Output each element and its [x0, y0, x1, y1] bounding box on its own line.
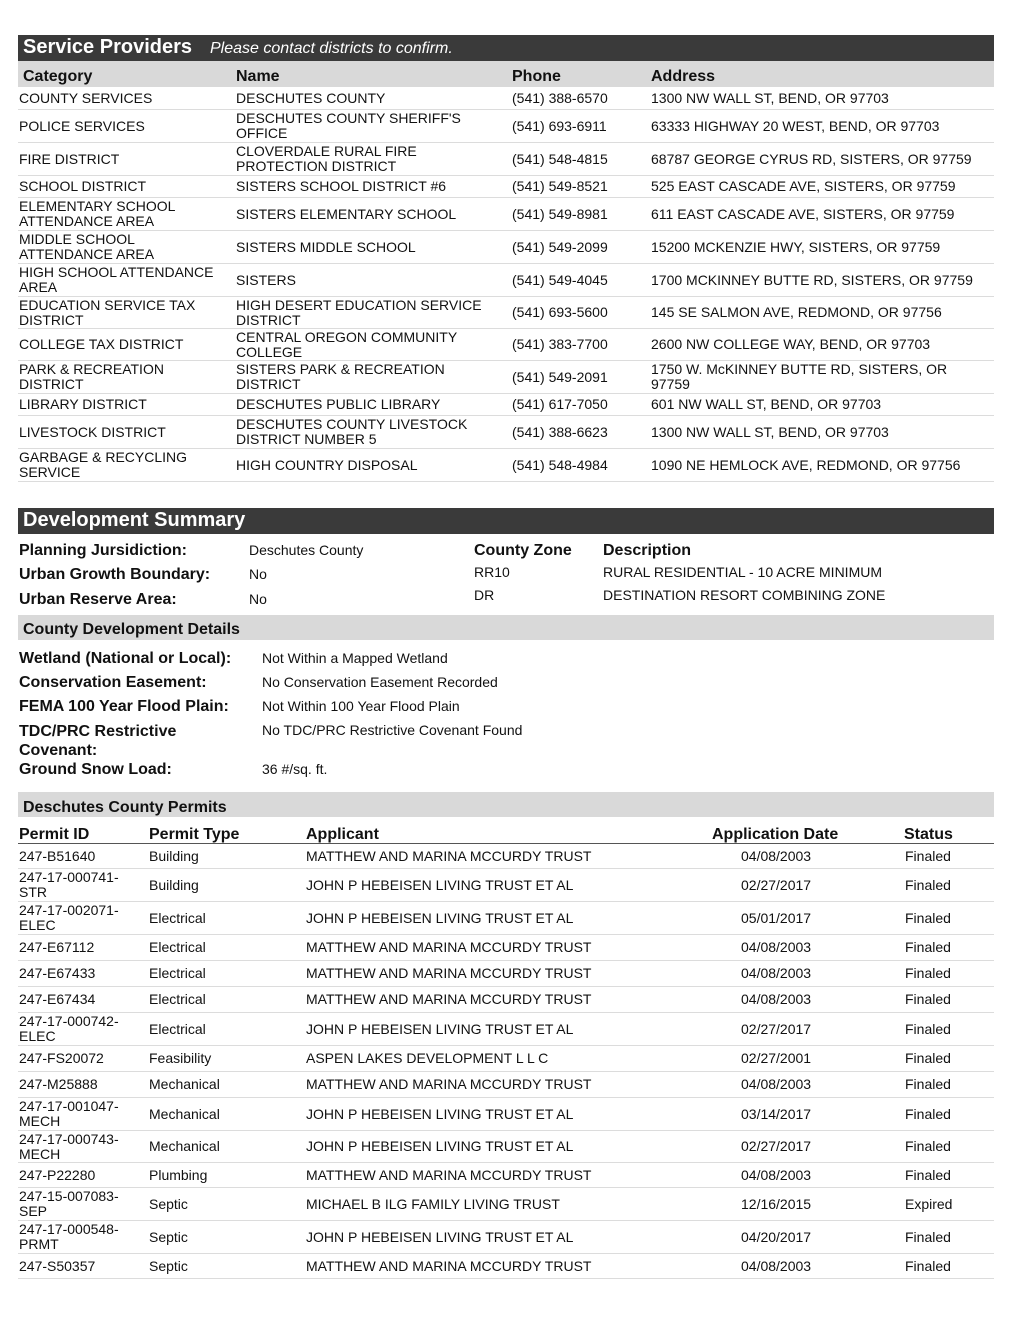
provider-name: HIGH DESERT EDUCATION SERVICE DISTRICT: [236, 296, 482, 328]
permit-row: [18, 1013, 994, 1046]
provider-category: COUNTY SERVICES: [19, 90, 153, 106]
permit-id: 247-B51640: [19, 847, 96, 864]
permit-date: 04/08/2003: [741, 847, 812, 864]
permit-id: 247-15-007083-SEP: [19, 1188, 119, 1219]
provider-name: SISTERS MIDDLE SCHOOL: [236, 238, 416, 255]
permit-status: Finaled: [905, 1105, 951, 1122]
provider-address: 145 SE SALMON AVE, REDMOND, OR 97756: [651, 304, 942, 320]
tdc-prc-covenant-label: TDC/PRC Restrictive Covenant:: [19, 723, 177, 759]
provider-address: 1300 NW WALL ST, BEND, OR 97703: [651, 423, 889, 440]
permit-status: Finaled: [905, 965, 951, 981]
zone-description: DESTINATION RESORT COMBINING ZONE: [603, 587, 886, 603]
provider-address: 1300 NW WALL ST, BEND, OR 97703: [651, 90, 889, 106]
permit-row: [18, 935, 994, 961]
provider-address: 2600 NW COLLEGE WAY, BEND, OR 97703: [651, 336, 931, 352]
provider-category: SCHOOL DISTRICT: [19, 178, 147, 194]
permit-applicant: MATTHEW AND MARINA MCCURDY TRUST: [306, 1166, 592, 1183]
provider-phone: (541) 549-8981: [512, 205, 608, 222]
planning-jurisdiction-value: Deschutes County: [249, 542, 364, 558]
provider-row: [18, 264, 994, 297]
permit-date: 04/08/2003: [741, 939, 812, 955]
permit-type: Mechanical: [149, 1076, 220, 1092]
permit-date: 12/16/2015: [741, 1195, 812, 1212]
provider-category: EDUCATION SERVICE TAX DISTRICT: [19, 296, 196, 328]
permit-type: Electrical: [149, 939, 206, 955]
permit-type: Building: [149, 847, 199, 864]
service-providers-title: Service Providers: [23, 36, 192, 58]
permit-status: Finaled: [905, 1138, 951, 1154]
provider-row: [18, 361, 994, 394]
permit-status: Finaled: [905, 991, 951, 1007]
permit-type: Septic: [149, 1257, 188, 1274]
permit-id: 247-17-000741-STR: [19, 869, 119, 900]
permit-date: 04/08/2003: [741, 1076, 812, 1092]
permit-type: Building: [149, 876, 199, 893]
permit-type: Mechanical: [149, 1138, 220, 1154]
permit-id: 247-17-000548-PRMT: [19, 1221, 119, 1252]
provider-phone: (541) 549-4045: [512, 271, 608, 288]
provider-phone: (541) 548-4984: [512, 456, 608, 473]
provider-phone: (541) 383-7700: [512, 336, 608, 352]
development-summary-banner: [18, 508, 994, 534]
provider-address: 611 EAST CASCADE AVE, SISTERS, OR 97759: [651, 205, 955, 222]
service-providers-note: Please contact districts to confirm.: [210, 40, 453, 57]
permit-type: Electrical: [149, 965, 206, 981]
provider-address: 1090 NE HEMLOCK AVE, REDMOND, OR 97756: [651, 456, 961, 473]
permit-id: 247-E67434: [19, 991, 96, 1007]
provider-address: 15200 MCKENZIE HWY, SISTERS, OR 97759: [651, 238, 941, 255]
county-zone-header: County Zone: [474, 542, 572, 559]
permit-id: 247-17-000742-ELEC: [19, 1013, 119, 1044]
permit-type: Electrical: [149, 991, 206, 1007]
provider-phone: (541) 549-2099: [512, 238, 608, 255]
provider-category: GARBAGE & RECYCLING SERVICE: [19, 449, 188, 480]
provider-row: [18, 329, 994, 361]
permit-row: [18, 1131, 994, 1163]
provider-address: 601 NW WALL ST, BEND, OR 97703: [651, 396, 882, 412]
flood-plain-label: FEMA 100 Year Flood Plain:: [19, 698, 229, 715]
permit-applicant: JOHN P HEBEISEN LIVING TRUST ET AL: [306, 1020, 574, 1037]
permit-status: Expired: [905, 1195, 953, 1212]
wetland-label: Wetland (National or Local):: [19, 650, 232, 667]
provider-category: COLLEGE TAX DISTRICT: [19, 336, 184, 352]
permit-date: 04/20/2017: [741, 1228, 812, 1245]
provider-address: 525 EAST CASCADE AVE, SISTERS, OR 97759: [651, 178, 956, 194]
permit-type: Electrical: [149, 1020, 206, 1037]
permit-type: Electrical: [149, 909, 206, 926]
provider-category: HIGH SCHOOL ATTENDANCE AREA: [19, 264, 214, 295]
provider-row: [18, 176, 994, 198]
permits-title: Deschutes County Permits: [23, 799, 227, 816]
permit-date: 04/08/2003: [741, 991, 812, 1007]
permit-date: 02/27/2017: [741, 1020, 812, 1037]
provider-name: SISTERS SCHOOL DISTRICT #6: [236, 178, 447, 194]
permit-applicant: MATTHEW AND MARINA MCCURDY TRUST: [306, 991, 592, 1007]
provider-phone: (541) 549-8521: [512, 178, 608, 194]
provider-phone: (541) 693-6911: [512, 117, 607, 134]
county-details-header: [18, 615, 994, 640]
permit-date: 03/14/2017: [741, 1105, 812, 1122]
development-summary-title: Development Summary: [23, 509, 246, 531]
provider-category: POLICE SERVICES: [19, 117, 145, 134]
provider-row: [18, 449, 994, 482]
permit-id: 247-FS20072: [19, 1050, 104, 1066]
provider-row: [18, 110, 994, 143]
permit-status: Finaled: [905, 847, 951, 864]
permit-row: [18, 1221, 994, 1254]
zone-description-header: Description: [603, 542, 692, 559]
permit-status: Finaled: [905, 876, 951, 893]
permit-date: 04/08/2003: [741, 1257, 812, 1274]
provider-name: DESCHUTES COUNTY SHERIFF'S OFFICE: [236, 110, 461, 141]
provider-name: SISTERS PARK & RECREATION DISTRICT: [236, 361, 445, 392]
provider-name: SISTERS: [236, 271, 296, 288]
col-header-name: Name: [236, 68, 280, 85]
permit-row: [18, 1046, 994, 1072]
planning-jurisdiction-label: Planning Jursidiction:: [19, 542, 188, 559]
col-header-permit-type: Permit Type: [149, 826, 240, 843]
permit-status: Finaled: [905, 1166, 951, 1183]
permit-date: 05/01/2017: [741, 909, 812, 926]
permit-applicant: JOHN P HEBEISEN LIVING TRUST ET AL: [306, 1228, 574, 1245]
permit-row: [18, 1254, 994, 1279]
provider-phone: (541) 693-5600: [512, 304, 608, 320]
permit-id: 247-E67112: [19, 939, 95, 955]
ground-snow-load-value: 36 #/sq. ft.: [262, 761, 328, 777]
provider-name: DESCHUTES PUBLIC LIBRARY: [236, 396, 441, 412]
provider-name: SISTERS ELEMENTARY SCHOOL: [236, 205, 457, 222]
permit-type: Mechanical: [149, 1105, 220, 1122]
county-details-title: County Development Details: [23, 621, 240, 638]
provider-category: MIDDLE SCHOOL ATTENDANCE AREA: [19, 231, 155, 262]
permit-date: 04/08/2003: [741, 1166, 812, 1183]
permit-id: 247-17-001047-MECH: [19, 1098, 119, 1129]
permit-applicant: MATTHEW AND MARINA MCCURDY TRUST: [306, 1257, 592, 1274]
permit-id: 247-M25888: [19, 1076, 98, 1092]
provider-phone: (541) 617-7050: [512, 396, 608, 412]
service-providers-banner: [18, 35, 994, 61]
permits-header: [18, 792, 994, 817]
provider-row: [18, 416, 994, 449]
provider-address: 1750 W. McKINNEY BUTTE RD, SISTERS, OR 97759: [651, 361, 948, 392]
provider-name: DESCHUTES COUNTY LIVESTOCK DISTRICT NUMBER 5: [236, 416, 468, 447]
permit-row: [18, 902, 994, 935]
provider-row: [18, 88, 994, 110]
permit-applicant: MATTHEW AND MARINA MCCURDY TRUST: [306, 965, 592, 981]
provider-row: [18, 198, 994, 231]
urban-reserve-area-label: Urban Reserve Area:: [19, 591, 177, 608]
provider-phone: (541) 388-6623: [512, 423, 608, 440]
permit-status: Finaled: [905, 909, 951, 926]
permit-applicant: MATTHEW AND MARINA MCCURDY TRUST: [306, 939, 592, 955]
permit-status: Finaled: [905, 1257, 951, 1274]
conservation-easement-value: No Conservation Easement Recorded: [262, 674, 498, 690]
provider-row: [18, 394, 994, 416]
provider-address: 1700 MCKINNEY BUTTE RD, SISTERS, OR 97759: [651, 271, 973, 288]
permit-type: Septic: [149, 1228, 188, 1245]
col-header-address: Address: [651, 68, 716, 85]
provider-phone: (541) 388-6570: [512, 90, 608, 106]
permit-id: 247-P22280: [19, 1166, 96, 1183]
permit-date: 02/27/2017: [741, 1138, 812, 1154]
permit-status: Finaled: [905, 1228, 951, 1245]
provider-name: CLOVERDALE RURAL FIRE PROTECTION DISTRICT: [236, 143, 417, 174]
permit-applicant: JOHN P HEBEISEN LIVING TRUST ET AL: [306, 876, 574, 893]
tdc-prc-covenant-value: No TDC/PRC Restrictive Covenant Found: [262, 722, 523, 738]
flood-plain-value: Not Within 100 Year Flood Plain: [262, 698, 460, 714]
urban-reserve-area-value: No: [249, 591, 267, 607]
provider-phone: (541) 548-4815: [512, 150, 608, 167]
permit-status: Finaled: [905, 1020, 951, 1037]
provider-phone: (541) 549-2091: [512, 368, 608, 385]
provider-name: DESCHUTES COUNTY: [236, 90, 386, 106]
urban-growth-boundary-value: No: [249, 566, 267, 582]
permit-applicant: MATTHEW AND MARINA MCCURDY TRUST: [306, 847, 592, 864]
permit-applicant: JOHN P HEBEISEN LIVING TRUST ET AL: [306, 1138, 574, 1154]
permit-row: [18, 961, 994, 987]
permit-row: [18, 987, 994, 1013]
permit-date: 02/27/2001: [741, 1050, 812, 1066]
permit-row: [18, 1072, 994, 1098]
zone-code: DR: [474, 587, 495, 603]
permit-applicant: MICHAEL B ILG FAMILY LIVING TRUST: [306, 1195, 560, 1212]
col-header-category: Category: [23, 68, 93, 85]
col-header-status: Status: [904, 826, 953, 843]
provider-category: LIBRARY DISTRICT: [19, 396, 147, 412]
permit-date: 04/08/2003: [741, 965, 812, 981]
col-header-phone: Phone: [512, 68, 561, 85]
permit-row: [18, 1163, 994, 1188]
provider-address: 63333 HIGHWAY 20 WEST, BEND, OR 97703: [651, 117, 940, 134]
urban-growth-boundary-label: Urban Growth Boundary:: [19, 566, 211, 583]
provider-category: ELEMENTARY SCHOOL ATTENDANCE AREA: [19, 198, 175, 229]
permit-status: Finaled: [905, 939, 951, 955]
permit-applicant: ASPEN LAKES DEVELOPMENT L L C: [306, 1050, 549, 1066]
wetland-value: Not Within a Mapped Wetland: [262, 650, 448, 666]
col-header-permit-id: Permit ID: [19, 826, 90, 843]
provider-name: CENTRAL OREGON COMMUNITY COLLEGE: [236, 328, 457, 360]
service-providers-header-row: [18, 61, 994, 87]
permit-id: 247-E67433: [19, 965, 96, 981]
permit-row: [18, 844, 994, 869]
zone-description: RURAL RESIDENTIAL - 10 ACRE MINIMUM: [603, 564, 883, 580]
permit-id: 247-S50357: [19, 1257, 96, 1274]
permit-id: 247-17-002071-ELEC: [19, 902, 119, 933]
permit-row: [18, 1098, 994, 1131]
conservation-easement-label: Conservation Easement:: [19, 674, 207, 691]
col-header-applicant: Applicant: [306, 826, 379, 843]
permit-type: Plumbing: [149, 1166, 208, 1183]
ground-snow-load-label: Ground Snow Load:: [19, 761, 172, 778]
provider-row: [18, 143, 994, 176]
permit-row: [18, 1188, 994, 1221]
permit-type: Septic: [149, 1195, 188, 1212]
permit-applicant: JOHN P HEBEISEN LIVING TRUST ET AL: [306, 1105, 574, 1122]
provider-name: HIGH COUNTRY DISPOSAL: [236, 456, 418, 473]
col-header-application-date: Application Date: [712, 826, 839, 843]
provider-category: FIRE DISTRICT: [19, 150, 120, 167]
provider-row: [18, 297, 994, 329]
permit-status: Finaled: [905, 1076, 951, 1092]
provider-address: 68787 GEORGE CYRUS RD, SISTERS, OR 97759: [651, 150, 972, 167]
provider-category: LIVESTOCK DISTRICT: [19, 423, 166, 440]
permit-row: [18, 869, 994, 902]
permit-status: Finaled: [905, 1050, 951, 1066]
permit-date: 02/27/2017: [741, 876, 812, 893]
provider-category: PARK & RECREATION DISTRICT: [19, 361, 164, 392]
permit-type: Feasibility: [149, 1050, 212, 1066]
permits-column-header-row: [18, 824, 994, 844]
permit-id: 247-17-000743-MECH: [19, 1130, 119, 1162]
provider-row: [18, 231, 994, 264]
permit-applicant: MATTHEW AND MARINA MCCURDY TRUST: [306, 1076, 592, 1092]
zone-code: RR10: [474, 564, 510, 580]
permit-applicant: JOHN P HEBEISEN LIVING TRUST ET AL: [306, 909, 574, 926]
